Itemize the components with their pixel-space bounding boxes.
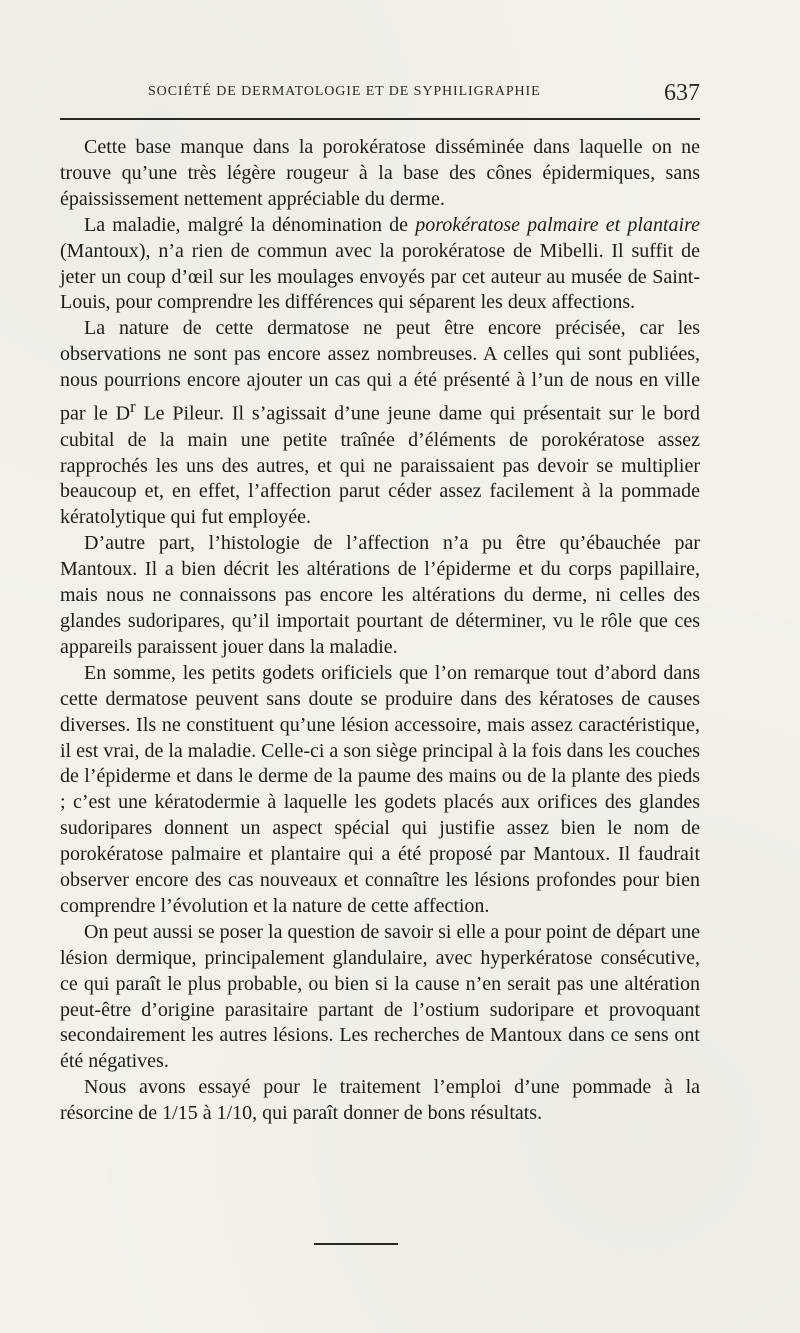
paragraph-6: On peut aussi se poser la question de savoir si elle a pour point de départ une lésion dermique, principalement glandulaire, avec hyperkératose consécutive, ce qui paraît le plus probable, ou bien si la cause n’en serait pas une altération peut-être d’origine parasitaire partant de l’ostium sudoripare et provoquant secondairement les autres lésions. Les recherches de Mantoux dans ce sens ont été négatives. [60,920,700,1073]
paragraph-1: Cette base manque dans la porokératose disséminée dans laquelle on ne trouve qu’une très légère rougeur à la base des cônes épidermiques, sans épaississement nettement appréciable du derme. [60,136,700,210]
page-header [148,80,700,106]
page-number: 637 [664,80,700,106]
paragraph-4: D’autre part, l’histologie de l’affection n’a pu être qu’ébauchée par Mantoux. Il a bien décrit les altérations de l’épiderme et du corps papillaire, mais nous ne connaissons pas encore les altérations du derme, ni celles des glandes sudoripares, qu’il importait pourtant de déterminer, vu le rôle que ces appareils paraissent jouer dans la maladie. [60,532,700,658]
paragraph-2-italic-term: porokératose palmaire et plantaire [415,213,700,236]
end-rule [314,1243,398,1245]
paragraph-2 [60,213,700,317]
paragraph-3 [60,316,700,531]
paragraph-7: Nous avons essayé pour le traitement l’emploi d’une pommade à la résorcine de 1/15 à 1/10, qui paraît donner de bons résultats. [60,1076,700,1125]
running-head: SOCIÉTÉ DE DERMATOLOGIE ET DE SYPHILIGRAPHIE [148,84,541,99]
header-rule [60,118,700,120]
paragraph-2-text-b: (Mantoux), n’a rien de commun avec la porokératose de Mibelli. Il suffit de jeter un coup d’œil sur les moulages envoyés par cet auteur au musée de Saint-Louis, pour comprendre les différences qui séparent les deux affections. [60,239,700,314]
paragraph-2-text-a: La maladie, malgré la dénomination de [84,213,416,236]
paragraph-5: En somme, les petits godets orificiels que l’on remarque tout d’abord dans cette dermatose peuvent sans doute se produire dans des kératoses de causes diverses. Ils ne constituent qu’une lésion accessoire, mais assez caractéristique, il est vrai, de la maladie. Celle-ci a son siège principal à la fois dans les couches de l’épiderme et dans le derme de la paume des mains ou de la plante des pieds ; c’est une kératodermie à laquelle les godets placés aux orifices des glandes sudoripares donnent un aspect spécial qui justifie assez bien le nom de porokératose palmaire et plantaire qui a été proposé par Mantoux. Il faudrait observer encore des cas nouveaux et connaître les lésions profondes pour bien comprendre l’évolution et la nature de cette affection. [60,661,700,917]
paragraph-3-text-a: La nature de cette dermatose ne peut être encore précisée, car les observations ne sont pas encore assez nombreuses. A celles qui sont publiées, nous pourrions encore ajouter un cas qui a été présenté à l’un de nous en ville par le D [60,317,700,425]
paragraph-3-superscript: r [130,397,136,417]
paragraph-3-text-b: Le Pileur. Il s’agissait d’une jeune dame qui présentait sur le bord cubital de la main une petite traînée d’éléments de porokératose assez rapprochés les uns des autres, et qui ne paraissaient pas devoir se multiplier beaucoup et, en effet, l’affection parut céder assez facilement à la pommade kératolytique qui fut employée. [60,402,700,529]
article-body [60,135,700,1127]
